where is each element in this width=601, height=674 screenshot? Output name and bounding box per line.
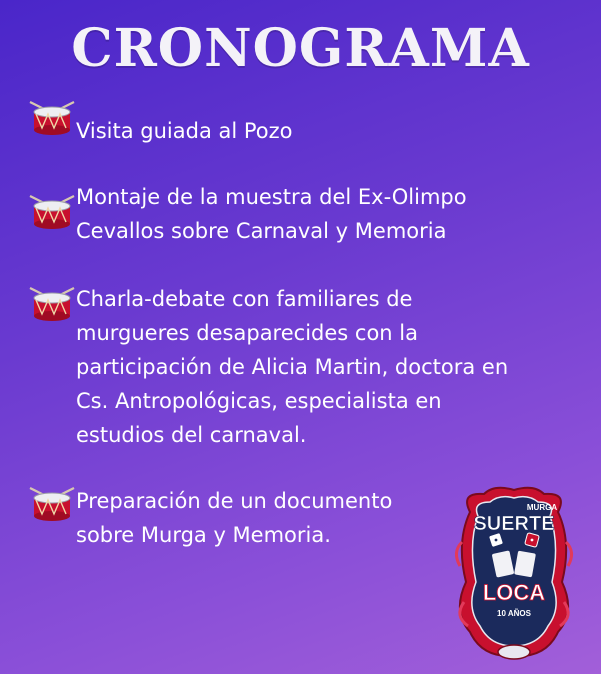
schedule-item-line: estudios del carnaval. [76, 423, 307, 447]
schedule-item-line: Cevallos sobre Carnaval y Memoria [76, 219, 447, 243]
drum-icon [28, 284, 76, 322]
schedule-item-line: murgueres desaparecides con la [76, 321, 418, 345]
schedule-item-text [76, 180, 591, 248]
schedule-item-text [76, 114, 591, 148]
drum-icon [28, 192, 76, 230]
badge-name-line1: SUERTE [473, 513, 555, 535]
badge-anniversary: 10 AÑOS [497, 609, 531, 618]
schedule-item-line: participación de Alicia Martin, doctora en [76, 355, 509, 379]
drum-icon [28, 484, 76, 522]
drum-icon [28, 98, 76, 136]
page-title: CRONOGRAMA [71, 18, 530, 79]
schedule-item-line: Preparación de un documento [76, 489, 393, 513]
badge-top-label: MURGA [526, 503, 558, 512]
schedule-item-line: Visita guiada al Pozo [76, 119, 293, 143]
schedule-item-line: sobre Murga y Memoria. [76, 523, 331, 547]
schedule-item-line: Cs. Antropológicas, especialista en [76, 389, 442, 413]
schedule-item-text [76, 282, 591, 452]
murga-logo [450, 482, 578, 664]
schedule-item-line: Charla-debate con familiares de [76, 287, 413, 311]
badge-name-line2: LOCA [482, 580, 546, 605]
schedule-item-line: Montaje de la muestra del Ex-Olimpo [76, 185, 467, 209]
